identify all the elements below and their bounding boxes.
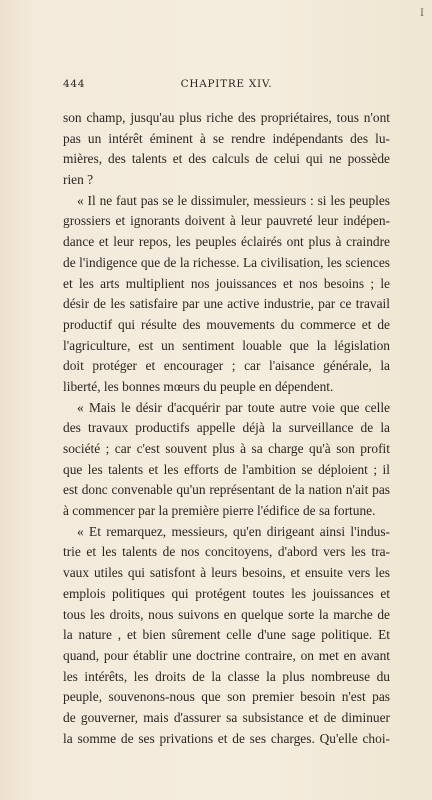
text-line: « Mais le désir d'acquérir par toute autre voie que celle bbox=[77, 399, 390, 415]
text-line: est donc convenable qu'un représentant de la nation n'ait pas bbox=[63, 482, 390, 498]
text-line: la somme de ses privations et de ses charges. Qu'elle choi- bbox=[63, 730, 390, 746]
text-line: désir de les satisfaire par une active industrie, par ce travail bbox=[63, 296, 390, 312]
text-line: société ; car c'est souvent plus à sa charge qu'à son profit bbox=[63, 441, 390, 456]
text-line: vaux utiles qui satisfont à leurs besoins, et ensuite vers les bbox=[63, 565, 390, 581]
text-line: rien ? bbox=[63, 172, 94, 188]
text-line: la nature , et bien sûrement celle d'une sage politique. Et bbox=[63, 627, 390, 643]
edge-mark: I bbox=[420, 8, 424, 19]
text-line: de gouverner, mais d'assurer sa subsistance et de diminuer bbox=[63, 709, 390, 725]
running-header bbox=[63, 78, 390, 92]
text-line: des travaux productifs appelle déjà la surveillance de la bbox=[63, 420, 390, 436]
text-line: dance et leur repos, les peuples éclairés ont plus à craindre bbox=[63, 234, 390, 250]
text-line: trie et les talents de nos concitoyens, d'abord vers les tra- bbox=[63, 544, 390, 560]
text-line: grossiers et ignorants doivent à leur pauvreté leur indépen- bbox=[63, 213, 390, 229]
text-line: les intérêts, les droits de la classe la plus nombreuse du bbox=[63, 668, 390, 684]
text-line: productif qui résulte des mouvements du commerce et de bbox=[63, 316, 390, 332]
text-line: de l'indigence que de la richesse. La civilisation, les sciences bbox=[63, 254, 390, 270]
text-line: quand, pour établir une doctrine contraire, on met en avant bbox=[63, 647, 390, 663]
text-line: pas un intérêt éminent à se rendre indépendants des lu- bbox=[63, 130, 390, 146]
text-line: emplois politiques qui protégent toutes les jouissances et bbox=[63, 585, 390, 601]
chapter-title: CHAPITRE XIV. bbox=[180, 78, 273, 90]
text-line: « Et remarquez, messieurs, qu'en dirigeant ainsi l'indus- bbox=[77, 523, 390, 539]
text-line: à commencer par la première pierre l'édifice de sa fortune. bbox=[63, 503, 376, 519]
text-line: son champ, jusqu'au plus riche des propriétaires, tous n'ont bbox=[63, 110, 390, 125]
page-number: 444 bbox=[63, 78, 86, 90]
text-line: l'agriculture, est un sentiment louable que la législation bbox=[63, 337, 390, 353]
text-line: « Il ne faut pas se le dissimuler, messieurs : si les peuples bbox=[77, 192, 390, 208]
text-line: tous les droits, nous suivons en quelque sorte la marche de bbox=[63, 606, 390, 622]
text-line: que les talents et les efforts de l'ambition se déploient ; il bbox=[63, 461, 390, 477]
text-line: liberté, les bonnes mœurs du peuple en dépendent. bbox=[63, 378, 334, 394]
body-text bbox=[63, 108, 390, 749]
text-line: peuple, souvenons-nous que son premier besoin n'est pas bbox=[63, 689, 390, 705]
text-line: doit protéger et encourager ; car l'aisance générale, la bbox=[63, 358, 390, 374]
text-line: mières, des talents et des calculs de celui qui ne possède bbox=[63, 151, 390, 167]
text-line: et les arts multiplient nos jouissances et nos besoins ; le bbox=[63, 275, 390, 291]
